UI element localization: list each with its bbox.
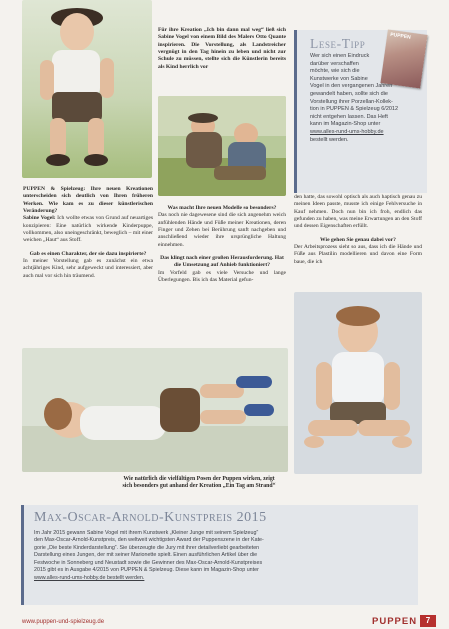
caption-line-1: Wie natürlich die vielfältigen Posen der Puppen wirken, zeigt <box>123 476 275 482</box>
tipp-line: gewandelt haben, sollte sich die <box>310 90 388 97</box>
tipp-line: kann im Magazin-Shop unter <box>310 121 381 128</box>
lese-tipp-box <box>294 30 427 193</box>
photo-otto-quante-painting <box>158 96 286 196</box>
tipp-line: möchte, wie sich die <box>310 68 360 75</box>
preis-line: gorie „Die beste Kinderdarstellung“. Sie überzeugte die Jury mit ihrer detailverliebt gearbeiteten <box>34 544 260 551</box>
interview-answer-2: In meiner Vorstellung gab es zunächst ein etwa achtjähriges Kind, sehr aufgeweckt und interessiert, aber auch mal vor sich hin träumend. <box>23 258 153 279</box>
tipp-line: Kunstwerke von Sabine <box>310 75 368 82</box>
lese-tipp-text <box>310 53 418 144</box>
interview-question-1: PUPPEN & Spielzeug: Ihre neuen Kreationen unterscheiden sich deutlich von Ihren früheren Werken. Wie kam es zu dieser künstlerischen Veränderung? <box>23 186 153 215</box>
tipp-line: bestellt werden. <box>310 136 349 143</box>
footer-magazine-brand: PUPPEN <box>372 616 418 627</box>
interview-question-2: Gab es einen Charakter, der sie dazu inspirierte? <box>29 250 147 257</box>
speaker-name: Sabine Vogel: <box>23 215 56 222</box>
preis-line: den Max-Oscar-Arnold-Kunstpreis, den weltweit wichtigsten Award der Puppenszene in der Kate- <box>34 537 264 544</box>
interview-answer-4: Im Vorfeld gab es viele Versuche und lange Überlegungen. Bis ich das Material gefun- <box>158 269 286 284</box>
photo-caption <box>92 476 306 491</box>
photo-doll-sitting-white <box>294 292 422 474</box>
column-middle-top <box>158 27 286 71</box>
preis-shop-link[interactable]: www.alles-rund-ums-hobby.de bestellt werden. <box>34 574 145 581</box>
shop-link[interactable]: www.alles-rund-ums-hobby.de <box>310 128 384 135</box>
tipp-line: nicht entgehen lassen. Das Heft <box>310 113 388 120</box>
kunstpreis-title: Max-Oscar-Arnold-Kunstpreis 2015 <box>34 510 267 525</box>
tipp-line: Wer sich einen Eindruck <box>310 53 370 59</box>
answer-1-text: Ich wollte etwas von Grund auf neuartiges konzipieren: Eine natürlich wirkende Kinderpuppe, vollkommen, also uneingeschränkt, beweglich – mit einer weichen „Haut“ aus Stoff. <box>23 215 153 244</box>
lese-tipp-title: Lese-Tipp <box>310 36 366 51</box>
preis-line: 2015 gibt es in Ausgabe 4/2015 von PUPPEN & Spielzeug. Diese kann im Magazin-Shop unter <box>34 567 259 574</box>
column-middle <box>158 205 286 284</box>
interview-question-4: Das klingt nach einer großen Herausforderung. Hat die Umsetzung auf Anhieb funktioniert? <box>160 255 284 269</box>
kunstpreis-text <box>34 530 330 582</box>
tipp-line: tion in PUPPEN & Spielzeug 6/2012 <box>310 106 399 113</box>
interview-question-5: Wie gehen Sie genau dabei vor? <box>320 236 396 243</box>
painting-intro: Für ihre Kreation „Ich bin dann mal weg“ ließ sich Sabine Vogel von einem Bild des Malers Otto Quante inspirieren. Die Vorstellung, als Landstreicher vergnügt in den Tag hinein zu leben und nicht zur Schule zu müssen, stellte sich die Künstlerin bereits als Kind herrlich vor <box>158 27 286 70</box>
kunstpreis-box <box>21 505 418 605</box>
magazine-cover-label: PUPPEN <box>389 31 412 41</box>
preis-line: Festwoche in Sonneberg und Neustadt sowie die Gewinner des Max-Oscar-Arnold-Kunstpreises <box>34 559 263 566</box>
tipp-line: Vogel in den vergangenen Jahren <box>310 83 393 90</box>
column-left <box>23 186 153 280</box>
footer-website-link[interactable]: www.puppen-und-spielzeug.de <box>22 619 105 625</box>
preis-line: Darstellung eines Jungen, der mit seiner Marionette spielt. Einen ausführlichen Artikel über die <box>34 552 258 559</box>
photo-doll-sitting-hat <box>22 0 152 178</box>
caption-line-2: sich besonders gut anhand der Kreation „Ein Tag am Strand“ <box>122 483 276 490</box>
page-number: 7 <box>420 615 436 627</box>
tipp-line: darüber verschaffen <box>310 60 359 67</box>
column-right <box>294 194 422 266</box>
interview-answer-5: Der Arbeitsprozess sieht so aus, dass ich die Hände und Füße aus Plastilin modellieren und davon eine Form baue, die ich <box>294 244 422 265</box>
interview-answer-1 <box>23 215 153 244</box>
interview-answer-4-continued: den hatte, das sowohl optisch als auch haptisch genau zu meinen Ideen passte, musste ich einige Fehlversuche in Kauf nehmen. Doch nun bin ich froh, endlich das gefunden zu haben, was meine Erwartungen an den Stoff und dessen Eigenschaften erfüllt. <box>294 194 422 230</box>
photo-doll-lying-beach <box>22 348 288 472</box>
interview-answer-3: Das noch nie dagewesene sind die sich angenehm weich anfühlenden Hände und Füße meiner Kreationen, deren Finger und Zehen bei Berührung sanft nachgeben und anschließend wieder ihre ursprüngliche Haltung einnehmen. <box>158 212 286 248</box>
interview-question-3: Was macht Ihre neuen Modelle so besonders? <box>167 205 277 211</box>
preis-line: Im Jahr 2015 gewann Sabine Vogel mit ihrem Kunstwerk „Kleiner Junge mit seinem Spielzeug“ <box>34 530 259 536</box>
tipp-line: Vorstellung ihrer Porzellan-Kollek- <box>310 98 393 105</box>
